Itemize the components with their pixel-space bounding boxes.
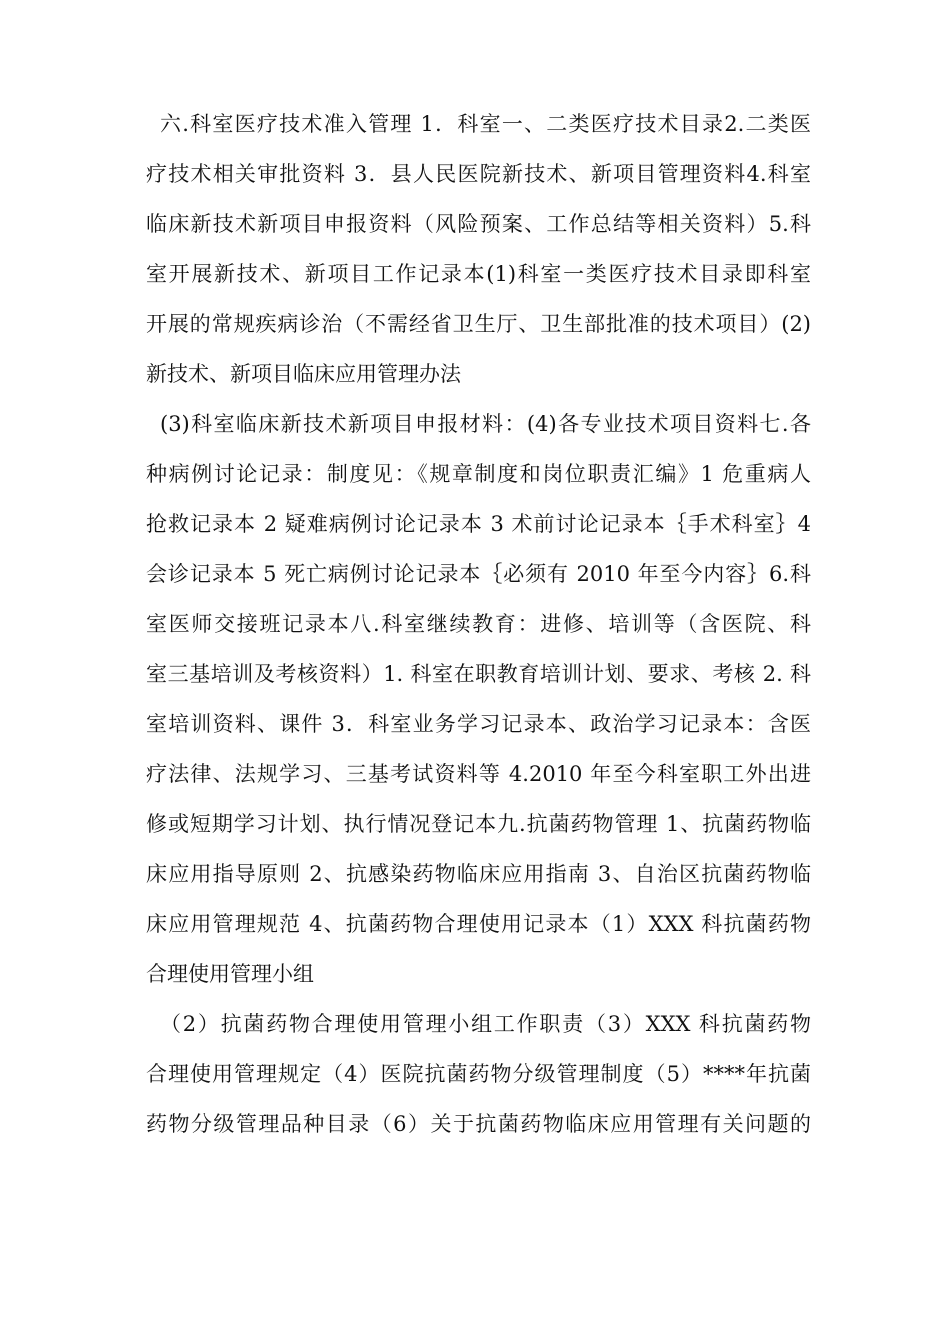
- paragraph-2-line-5: 室医师交接班记录本八.科室继续教育：进修、培训等（含医院、科: [146, 612, 811, 636]
- paragraph-1-line-4: 室开展新技术、新项目工作记录本(1)科室一类医疗技术目录即科室: [146, 262, 811, 286]
- paragraph-2-line-12: 合理使用管理小组: [146, 962, 314, 986]
- paragraph-2-line-7: 室培训资料、课件 3．科室业务学习记录本、政治学习记录本：含医: [146, 712, 811, 736]
- paragraph-2-line-11: 床应用管理规范 4、抗菌药物合理使用记录本（1）XXX 科抗菌药物: [146, 912, 811, 936]
- paragraph-2-line-2: 种病例讨论记录：制度见：《规章制度和岗位职责汇编》1 危重病人: [146, 462, 811, 486]
- paragraph-2-line-1: (3)科室临床新技术新项目申报材料：(4)各专业技术项目资料七.各: [160, 412, 811, 436]
- paragraph-2-line-9: 修或短期学习计划、执行情况登记本九.抗菌药物管理 1、抗菌药物临: [146, 812, 811, 836]
- paragraph-3-line-3: 药物分级管理品种目录（6）关于抗菌药物临床应用管理有关问题的: [146, 1112, 811, 1136]
- document-body: [146, 99, 811, 1149]
- paragraph-2-line-3: 抢救记录本 2 疑难病例讨论记录本 3 术前讨论记录本｛手术科室｝4: [146, 512, 811, 536]
- paragraph-2-line-8: 疗法律、法规学习、三基考试资料等 4.2010 年至今科室职工外出进: [146, 762, 811, 786]
- paragraph-1-line-5: 开展的常规疾病诊治（不需经省卫生厅、卫生部批准的技术项目）(2): [146, 312, 811, 336]
- paragraph-1-line-3: 临床新技术新项目申报资料（风险预案、工作总结等相关资料）5.科: [146, 212, 811, 236]
- paragraph-2-line-10: 床应用指导原则 2、抗感染药物临床应用指南 3、自治区抗菌药物临: [146, 862, 811, 886]
- paragraph-2-line-4: 会诊记录本 5 死亡病例讨论记录本｛必须有 2010 年至今内容｝6.科: [146, 562, 811, 586]
- paragraph-1-line-6: 新技术、新项目临床应用管理办法: [146, 362, 461, 386]
- paragraph-3-line-2: 合理使用管理规定（4）医院抗菌药物分级管理制度（5）****年抗菌: [146, 1062, 811, 1086]
- paragraph-1-line-2: 疗技术相关审批资料 3．县人民医院新技术、新项目管理资料4.科室: [146, 162, 811, 186]
- paragraph-1-line-1: 六.科室医疗技术准入管理 1．科室一、二类医疗技术目录2.二类医: [160, 112, 811, 136]
- paragraph-3-line-1: （2）抗菌药物合理使用管理小组工作职责（3）XXX 科抗菌药物: [160, 1012, 811, 1036]
- paragraph-2-line-6: 室三基培训及考核资料）1. 科室在职教育培训计划、要求、考核 2. 科: [146, 662, 811, 686]
